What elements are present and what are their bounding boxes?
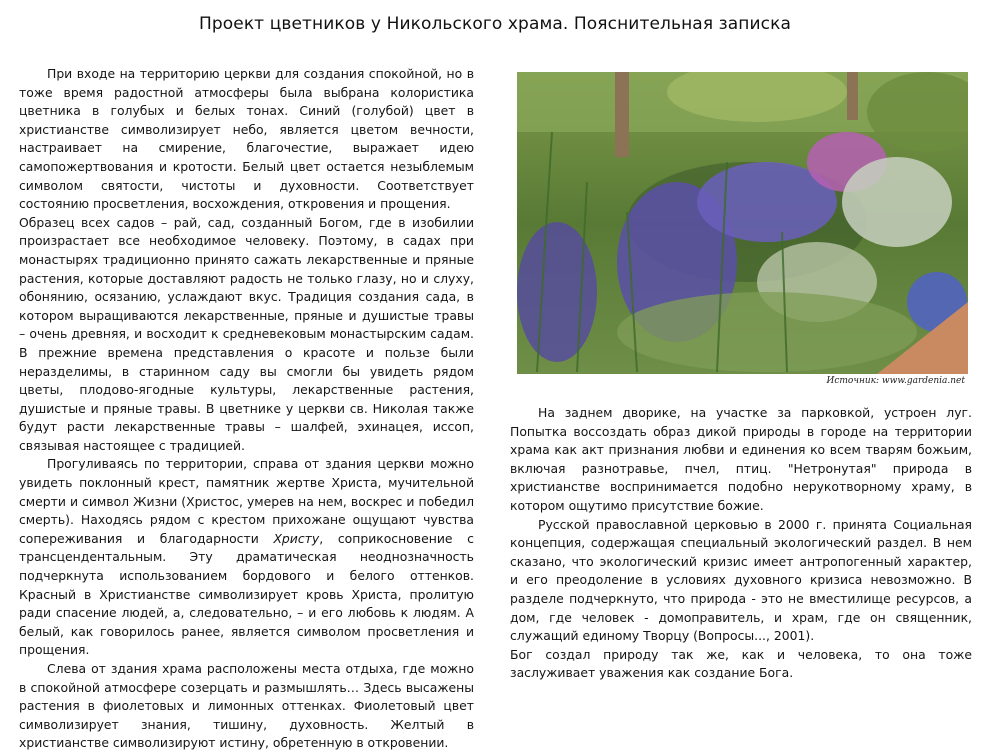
paragraph-meadow: На заднем дворике, на участке за парковкой, устроен луг. Попытка воссоздать образ дикой природы в городе на территории храма как акт признания любви и единения ко всем тварям божьим, включая разнотравье, пчел, птиц. "Нетронутая" природа в христианстве воспринимается подобно нерукотворному храму, в котором ощутимо присутствие божие. [510,405,972,513]
right-text-column [510,404,972,683]
paragraph-cross-italic: Христу [273,530,320,546]
left-text-column [19,65,474,753]
paragraph-cross [19,455,474,660]
paragraph-colors-entrance: При входе на территорию церкви для создания спокойной, но в тоже время радостной атмосферы была выбрана колористика цветника в голубых и белых тонах. Синий (голубой) цвет в христианстве символизирует небо, является цветом вечности, настраивает на смирение, благочестие, выражает идею самопожертвования и кротости. Белый цвет остается незыблемым символом святости, чистоты и духовности. Соответствует состоянию просветления, восхождения, откровения и прощения. [19,66,474,212]
paragraph-respect-nature: Бог создал природу так же, как и человека, то она тоже заслуживает уважения как создание Бога. [510,646,972,681]
paragraph-cross-part2: , соприкосновение с трансцендентальным. Эту драматическая неоднозначность подчеркнута использованием бордового и белого оттенков. Красный в Христианстве символизирует кровь Христа, пролитую ради спасение людей, а, следовательно, – и его любовь к людям. А белый, как говорилось ранее, является символом просветления и прощения. [19,530,474,658]
paragraph-garden-tradition: Образец всех садов – рай, сад, созданный Богом, где в изобилии произрастает все необходимое человеку. Поэтому, в садах при монастырях традиционно принято сажать лекарственные и пряные растения, которые доставляют радость не только глазу, но и слуху, обонянию, осязанию, услаждают вкус. Традиция создания сада, в котором выращиваются лекарственные, пряные и душистые травы – очень древняя, и восходит к средневековым монастырским садам. В прежние времена представления о красоте и пользе были неразделимы, в старинном саду вы смогли бы увидеть рядом цветы, плодово-ягодные культуры, лекарственные растения, душистые и пряные травы. В цветнике у церкви св. Николая также будут расти лекарственные травы – шалфей, эхинацея, иссоп, связывая настоящее с традицией. [19,214,474,453]
paragraph-cross-part1: Прогуливаясь по территории, справа от здания церкви можно увидеть поклонный крест, памятник жертве Христа, мучительной смерти и символ Жизни (Христос, умерев на нем, воскрес и победил смерть). Находясь рядом с крестом прихожане ощущают чувства сопереживания и благодарности [19,456,474,546]
garden-photo [517,72,968,374]
paragraph-rest-area: Слева от здания храма расположены места отдыха, где можно в спокойной атмосфере созерцать и размышлять… Здесь высажены растения в фиолетовых и лимонных оттенках. Фиолетовый цвет символизирует знания, тишину, духовность. Желтый в христианстве символизируют истину, обретенную в откровении. [19,661,474,751]
paragraph-social-concept: Русской православной церковью в 2000 г. принята Социальная концепция, содержащая специальный экологический раздел. В нем сказано, что экологический кризис имеет антропогенный характер, и его преодоление в условиях духовного кризиса невозможно. В разделе подчеркнуто, что природа - это не вместилище ресурсов, а дом, где человек - домоправитель, и храм, где он священник, служащий единому Творцу (Вопросы..., 2001). [510,516,972,644]
page-title: Проект цветников у Никольского храма. Пояснительная записка [198,14,792,34]
image-source-caption: Источник: www.gardenia.net [826,376,965,386]
